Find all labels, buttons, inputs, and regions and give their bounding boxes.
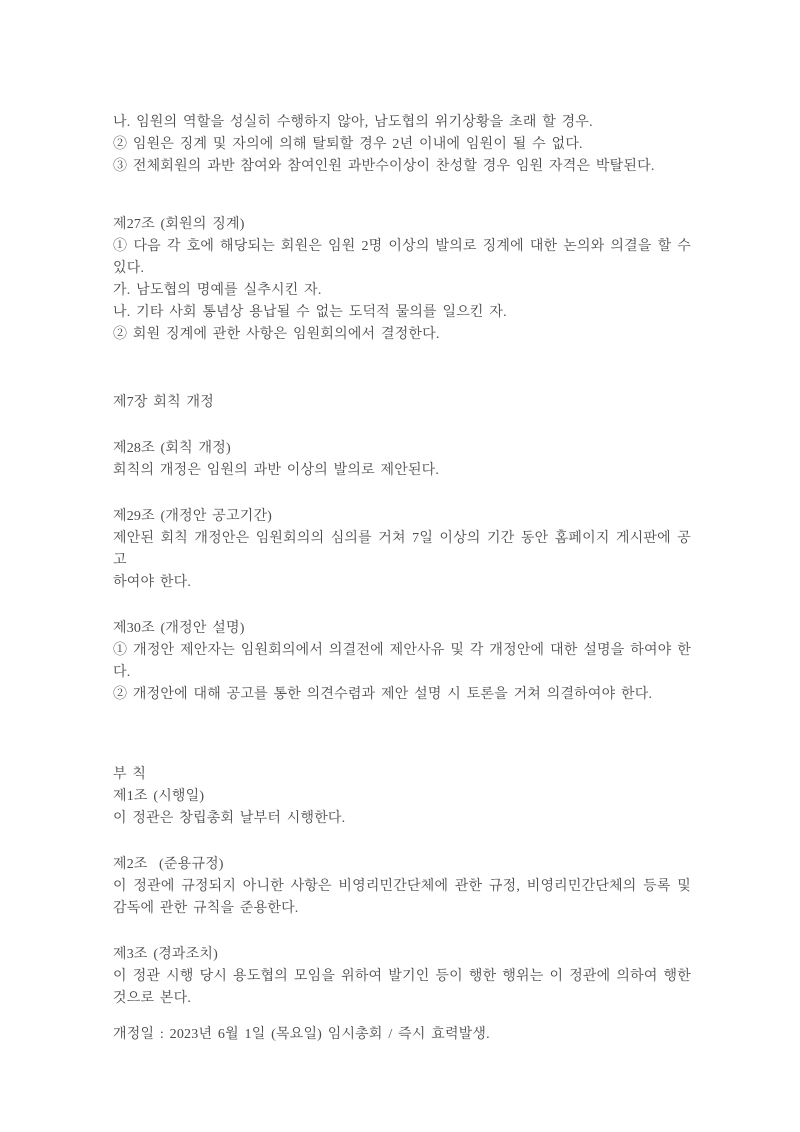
article-27-heading: 제27조 (회원의 징계) — [113, 217, 245, 232]
addendum-article-2-body-cont: 감독에 관한 규칙을 준용한다. — [113, 901, 299, 916]
article-29-heading: 제29조 (개정안 공고기간) — [113, 509, 273, 524]
clause-item-3: ③ 전체회원의 과반 참여와 참여인원 과반수이상이 찬성할 경우 임원 자격은 박탈된다. — [113, 159, 655, 174]
addendum-article-1-body: 이 정관은 창립총회 날부터 시행한다. — [113, 811, 346, 826]
article-30-clause-1-cont: 다. — [113, 665, 131, 680]
article-29-body-cont: 하여야 한다. — [113, 575, 192, 590]
addendum-article-2-heading: 제2조 (준용규정) — [113, 857, 224, 872]
article-30-clause-2: ② 개정안에 대해 공고를 통한 의견수렴과 제안 설명 시 토론을 거쳐 의결하여야 한다. — [113, 687, 653, 702]
addendum-article-1-heading: 제1조 (시행일) — [113, 789, 205, 804]
article-27-clause-2: ② 회원 징계에 관한 사항은 임원회의에서 결정한다. — [113, 327, 440, 342]
clause-item-2: ② 임원은 징계 및 자의에 의해 탈퇴할 경우 2년 이내에 임원이 될 수 없다. — [113, 137, 583, 152]
article-27-clause-1: ① 다음 각 호에 해당되는 회원은 임원 2명 이상의 발의로 징계에 대한 논의와 의결을 할 수 — [113, 239, 691, 254]
addendum-heading: 부 칙 — [113, 767, 147, 782]
article-27-clause-1-cont: 있다. — [113, 261, 145, 276]
addendum-article-3-body-cont: 것으로 본다. — [113, 991, 192, 1006]
article-28-body: 회칙의 개정은 임원의 과반 이상의 발의로 제안된다. — [113, 463, 440, 478]
article-29-body: 제안된 회칙 개정안은 임원회의의 심의를 거쳐 7일 이상의 기간 동안 홈페이지 게시판에 공고 — [113, 531, 691, 568]
article-28-heading: 제28조 (회칙 개정) — [113, 441, 231, 456]
addendum-article-3-body: 이 정관 시행 당시 용도협의 모임을 위하여 발기인 등이 행한 행위는 이 정관에 의하여 행한 — [113, 969, 691, 984]
article-27-item-ga: 가. 남도협의 명예를 실추시킨 자. — [113, 283, 322, 298]
document-body — [113, 112, 691, 1046]
revision-date-line: 개정일 : 2023년 6월 1일 (목요일) 임시총회 / 즉시 효력발생. — [113, 1027, 490, 1042]
addendum-article-3-heading: 제3조 (경과조치) — [113, 947, 218, 962]
article-27-item-na: 나. 기타 사회 통념상 용납될 수 없는 도덕적 물의를 일으킨 자. — [113, 305, 507, 320]
clause-item-na: 나. 임원의 역할을 성실히 수행하지 않아, 남도협의 위기상황을 초래 할 경우. — [113, 115, 593, 130]
article-30-clause-1: ① 개정안 제안자는 임원회의에서 의결전에 제안사유 및 각 개정안에 대한 설명을 하여야 한 — [113, 643, 691, 658]
addendum-article-2-body: 이 정관에 규정되지 아니한 사항은 비영리민간단체에 관한 규정, 비영리민간단체의 등록 및 — [113, 879, 691, 894]
article-30-heading: 제30조 (개정안 설명) — [113, 621, 245, 636]
chapter-7-heading: 제7장 회칙 개정 — [113, 395, 214, 410]
